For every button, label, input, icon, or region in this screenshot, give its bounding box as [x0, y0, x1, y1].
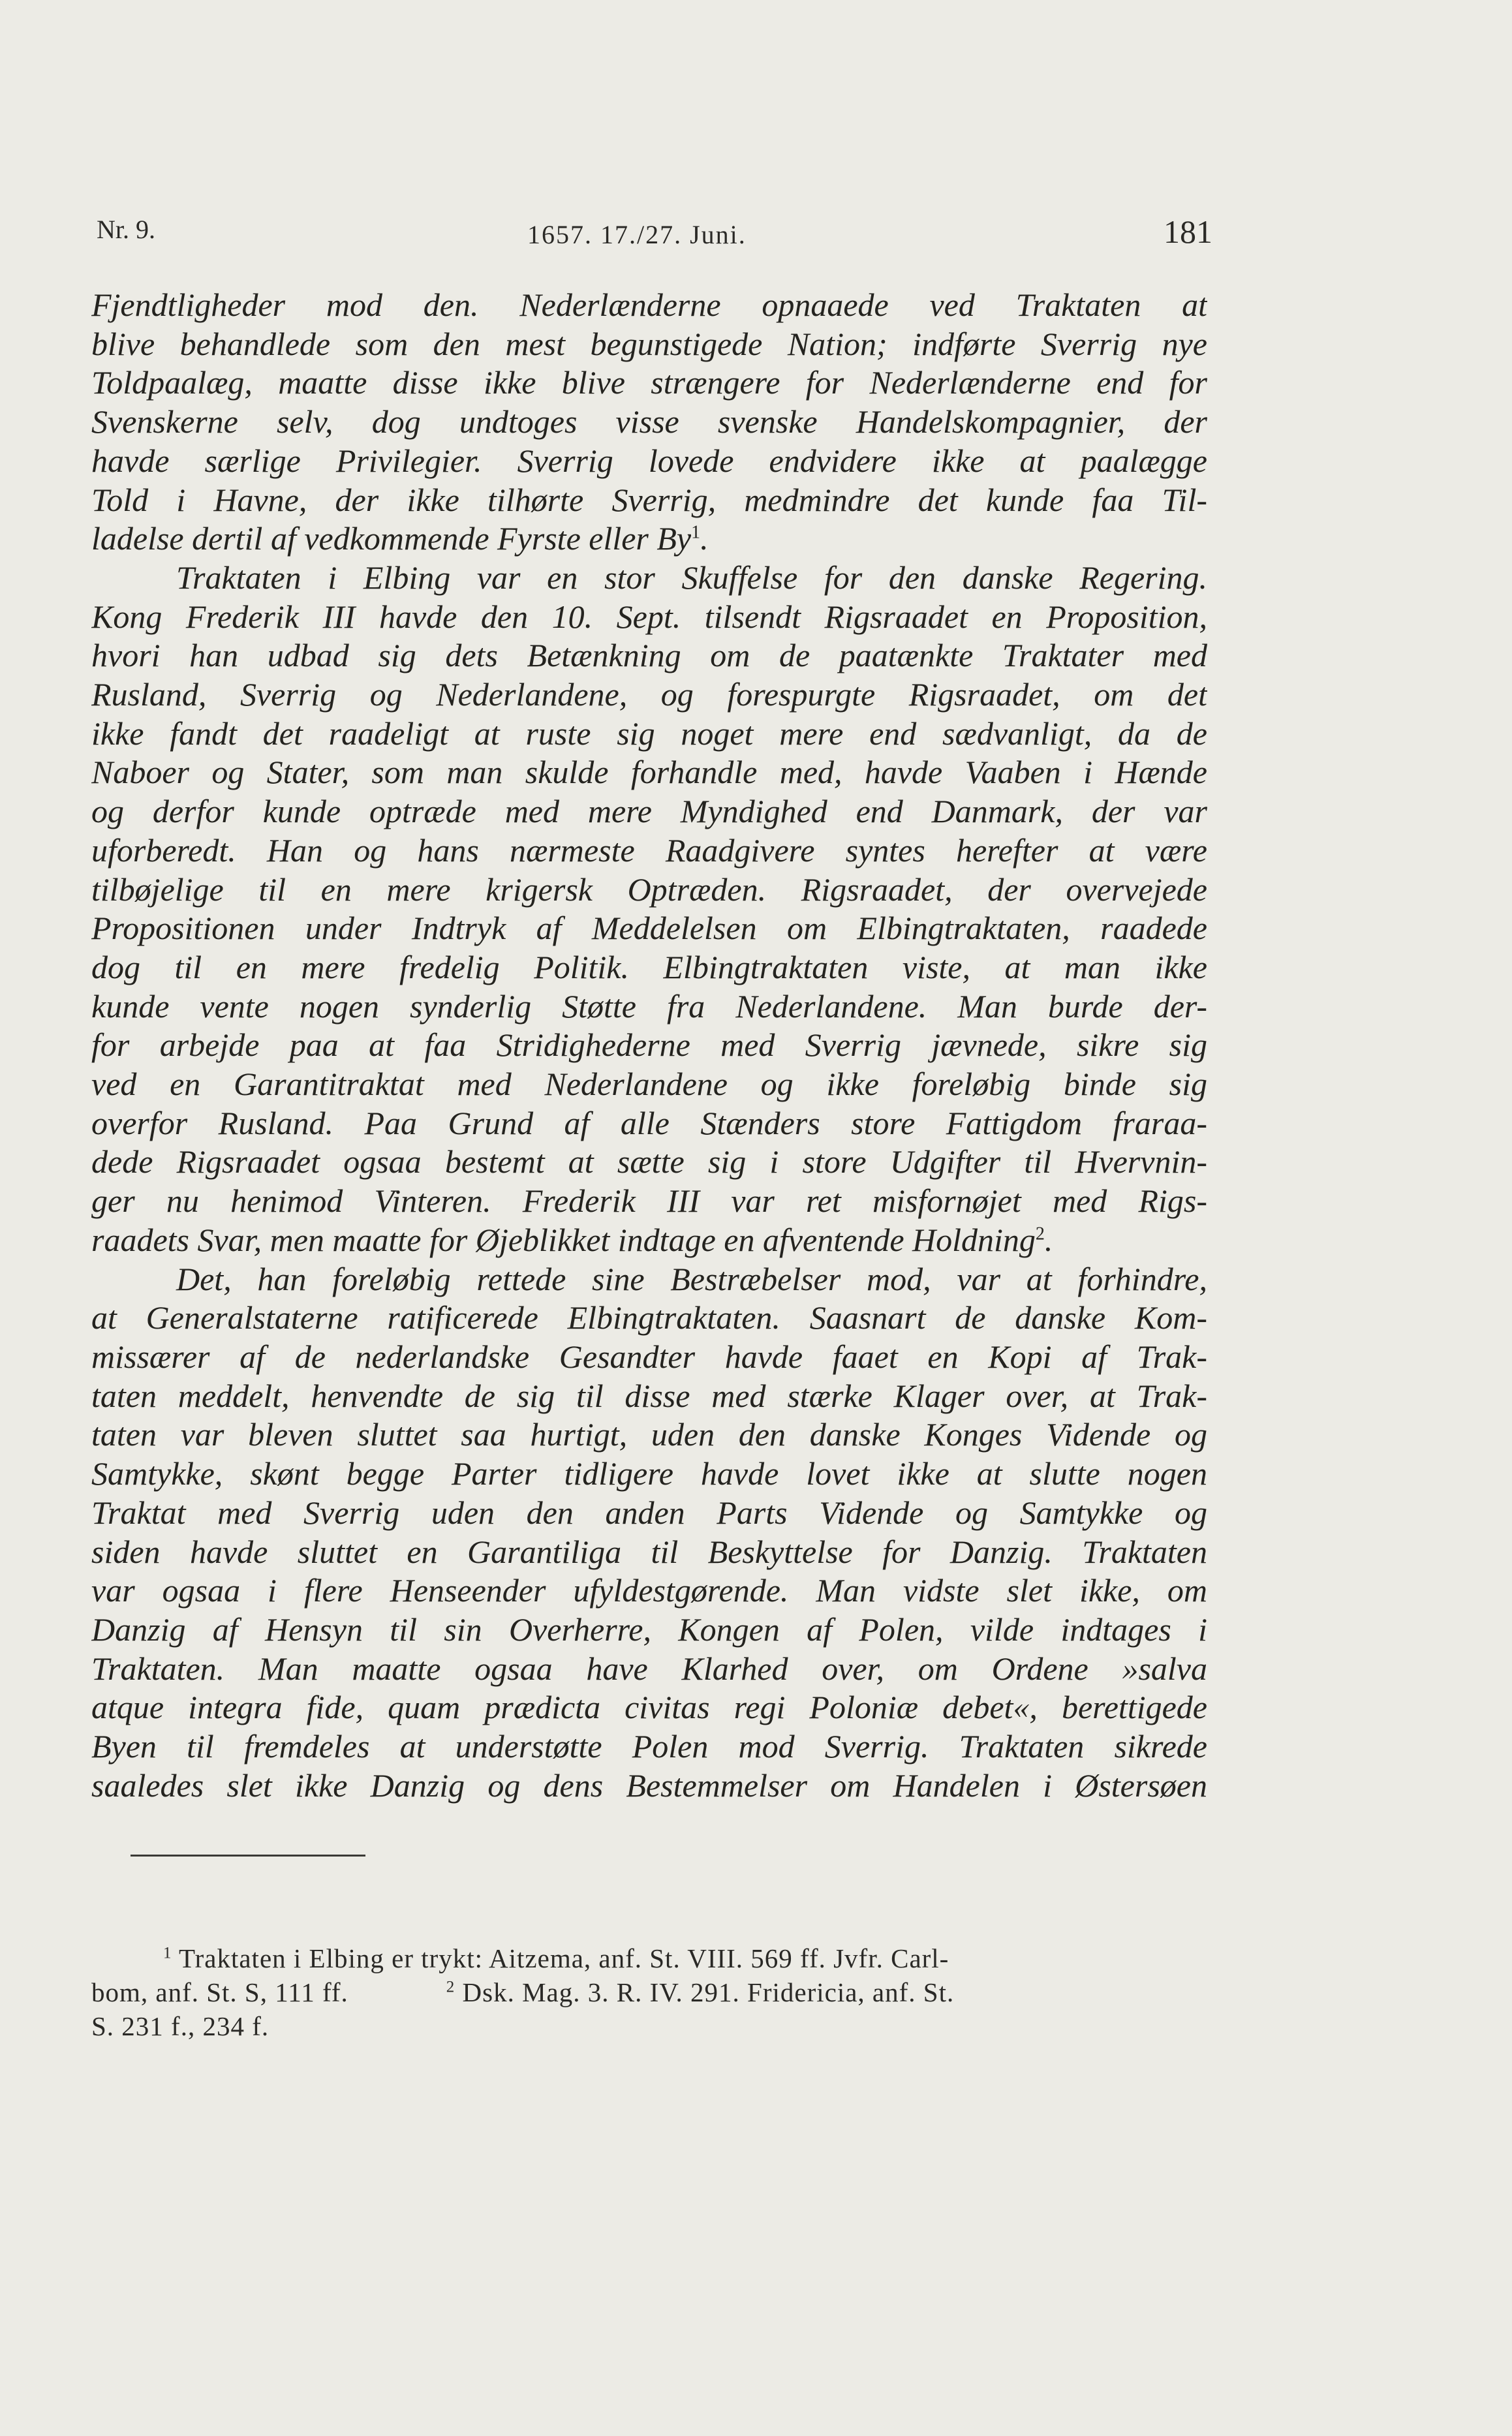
footnote-ref-2: 2: [1035, 1224, 1045, 1244]
text-line: atque integra fide, quam prædicta civitas regi Poloniæ debet«, berettigede: [91, 1689, 1207, 1726]
text-line: Propositionen under Indtryk af Meddelelsen om Elbingtraktaten, raadede: [91, 910, 1207, 947]
text-line: overfor Rusland. Paa Grund af alle Stænders store Fattigdom fraraa-: [91, 1104, 1207, 1141]
text-line: saaledes slet ikke Danzig og dens Bestemmelser om Handelen i Østersøen: [91, 1766, 1207, 1804]
text-line: [91, 1221, 1207, 1260]
footnote-2-text: Dsk. Mag. 3. R. IV. 291. Fridericia, anf. St.: [462, 1977, 955, 2007]
text-line: var ogsaa i flere Henseender ufyldestgørende. Man vidste slet ikke, om: [91, 1572, 1207, 1609]
text-line: taten meddelt, henvendte de sig til disse med stærke Klager over, at Trak-: [91, 1377, 1207, 1414]
text-line: Traktaten. Man maatte ogsaa have Klarhed over, om Ordene »salva: [91, 1650, 1207, 1687]
body-text: [91, 286, 1207, 1805]
text-line: og derfor kunde optræde med mere Myndighed end Danmark, der var: [91, 793, 1207, 830]
issue-number: Nr. 9.: [97, 215, 155, 244]
text-line: taten var bleven sluttet saa hurtigt, uden den danske Konges Vidende og: [91, 1416, 1207, 1453]
text-line: Told i Havne, der ikke tilhørte Sverrig, medmindre det kunde faa Til-: [91, 481, 1207, 518]
text-line: hvori han udbad sig dets Betænkning om de paatænkte Traktater med: [91, 637, 1207, 674]
footnote-line: [91, 1975, 1207, 2009]
footnote-divider: [131, 1855, 365, 1857]
text-line: Rusland, Sverrig og Nederlandene, og forespurgte Rigsraadet, om det: [91, 676, 1207, 713]
line-end-punct: .: [1044, 1221, 1053, 1258]
text-line: kunde vente nogen synderlig Støtte fra Nederlandene. Man burde der-: [91, 987, 1207, 1025]
text-line: ger nu henimod Vinteren. Frederik III var ret misfornøjet med Rigs-: [91, 1182, 1207, 1220]
text-line: ikke fandt det raadeligt at ruste sig noget mere end sædvanligt, da de: [91, 715, 1207, 752]
footnote-1: [91, 1941, 1207, 1975]
text-line: at Generalstaterne ratificerede Elbingtraktaten. Saasnart de danske Kom-: [91, 1299, 1207, 1336]
text-line: Samtykke, skønt begge Parter tidligere havde lovet ikke at slutte nogen: [91, 1455, 1207, 1492]
text-line: [91, 519, 1207, 559]
text-line: uforberedt. Han og hans nærmeste Raadgivere syntes herefter at være: [91, 831, 1207, 869]
text-line: Danzig af Hensyn til sin Overherre, Kongen af Polen, vilde indtages i: [91, 1611, 1207, 1648]
page-header: [97, 208, 1212, 260]
text-line: havde særlige Privilegier. Sverrig lovede endvidere ikke at paalægge: [91, 442, 1207, 479]
text-line: Fjendtligheder mod den. Nederlænderne opnaaede ved Traktaten at: [91, 286, 1207, 323]
text-line: siden havde sluttet en Garantiliga til Beskyttelse for Danzig. Traktaten: [91, 1533, 1207, 1570]
page-number: 181: [1164, 213, 1212, 250]
running-date: 1657. 17./27. Juni.: [527, 220, 747, 249]
text-line: Det, han foreløbig rettede sine Bestræbelser mod, var at forhindre,: [176, 1260, 1207, 1297]
text-line: Kong Frederik III havde den 10. Sept. tilsendt Rigsraadet en Proposition,: [91, 598, 1207, 635]
footnote-ref-1: 1: [691, 522, 701, 543]
text-line: blive behandlede som den mest begunstigede Nation; indførte Sverrig nye: [91, 325, 1207, 362]
text-line: for arbejde paa at faa Stridighederne med Sverrig jævnede, sikre sig: [91, 1026, 1207, 1064]
line-end-punct: .: [700, 520, 709, 557]
text-line: Traktaten i Elbing var en stor Skuffelse for den danske Regering.: [176, 559, 1207, 596]
text-line-content: ladelse dertil af vedkommende Fyrste eller By: [91, 520, 692, 557]
footnote-2-mark: 2: [446, 1978, 455, 1996]
text-line: Naboer og Stater, som man skulde forhandle med, havde Vaaben i Hænde: [91, 754, 1207, 791]
text-line: Toldpaalæg, maatte disse ikke blive strængere for Nederlænderne end for: [91, 364, 1207, 401]
footnote-1-text: Traktaten i Elbing er trykt: Aitzema, anf. St. VIII. 569 ff. Jvfr. Carl-: [179, 1943, 949, 1973]
text-line: Traktat med Sverrig uden den anden Parts Vidende og Samtykke og: [91, 1494, 1207, 1531]
text-line: dede Rigsraadet ogsaa bestemt at sætte sig i store Udgifter til Hvervnin-: [91, 1143, 1207, 1180]
text-line: Byen til fremdeles at understøtte Polen mod Sverrig. Traktaten sikrede: [91, 1728, 1207, 1765]
text-line-content: raadets Svar, men maatte for Øjeblikket indtage en afventende Holdning: [91, 1221, 1036, 1258]
footnotes: [91, 1941, 1207, 2043]
footnote-1-cont: bom, anf. St. S, 111 ff.: [91, 1977, 348, 2007]
text-line: ved en Garantitraktat med Nederlandene og ikke foreløbig binde sig: [91, 1066, 1207, 1103]
text-line: dog til en mere fredelig Politik. Elbingtraktaten viste, at man ikke: [91, 948, 1207, 985]
footnote-line: S. 231 f., 234 f.: [91, 2011, 270, 2041]
text-line: tilbøjelige til en mere krigersk Optræden. Rigsraadet, der overvejede: [91, 871, 1207, 908]
text-line: missærer af de nederlandske Gesandter havde faaet en Kopi af Trak-: [91, 1338, 1207, 1375]
text-line: Svenskerne selv, dog undtoges visse svenske Handelskompagnier, der: [91, 403, 1207, 440]
footnote-1-mark: 1: [163, 1944, 172, 1962]
